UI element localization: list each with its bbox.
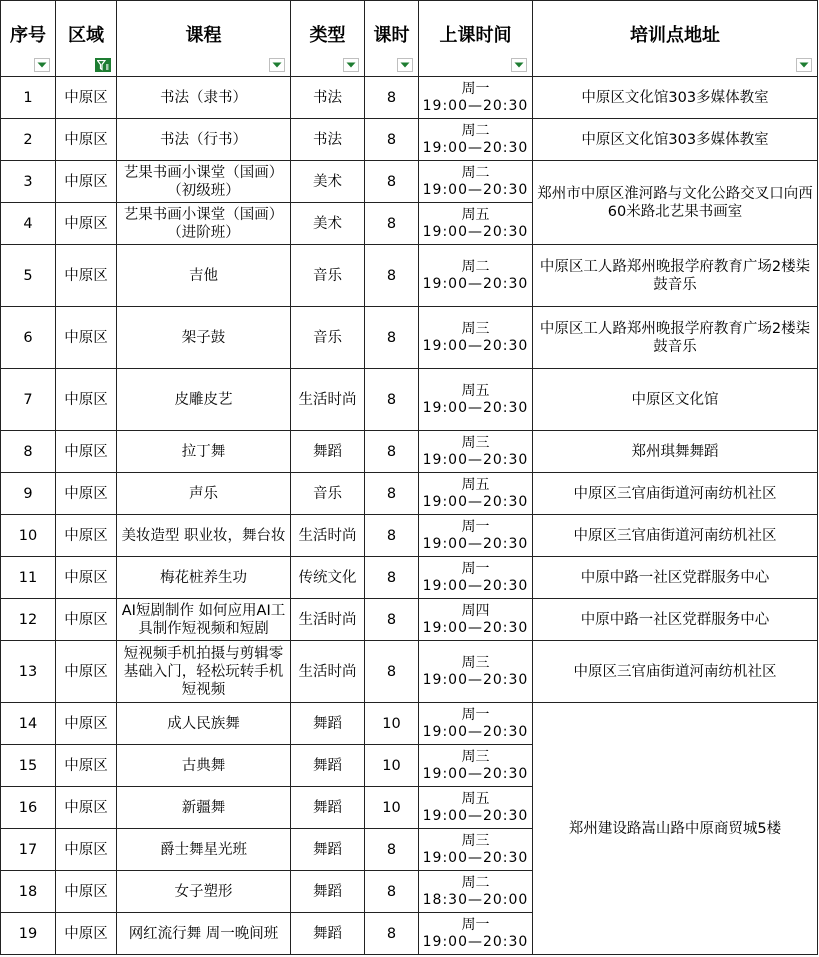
cell-time	[419, 369, 533, 431]
cell-course: 美妆造型 职业妆，舞台妆	[117, 515, 291, 557]
cell-address: 中原区工人路郑州晚报学府教育广场2楼柒鼓音乐	[533, 245, 818, 307]
cell-course: 爵士舞星光班	[117, 829, 291, 871]
dropdown-arrow-icon[interactable]	[343, 58, 359, 72]
cell-type: 生活时尚	[291, 369, 365, 431]
cell-course: AI短剧制作 如何应用AI工具制作短视频和短剧	[117, 599, 291, 641]
class-day: 周一	[461, 916, 490, 933]
cell-time	[419, 307, 533, 369]
dropdown-arrow-icon[interactable]	[269, 58, 285, 72]
cell-area: 中原区	[56, 599, 117, 641]
class-day: 周三	[461, 320, 490, 337]
cell-hours: 8	[365, 161, 419, 203]
col-header-no	[1, 1, 56, 77]
cell-course: 书法（行书）	[117, 119, 291, 161]
cell-area: 中原区	[56, 871, 117, 913]
header-label: 课程	[185, 25, 222, 46]
cell-type: 生活时尚	[291, 515, 365, 557]
cell-course: 皮雕皮艺	[117, 369, 291, 431]
cell-type: 音乐	[291, 473, 365, 515]
header-row	[1, 1, 818, 77]
cell-type: 音乐	[291, 307, 365, 369]
cell-address: 中原区工人路郑州晚报学府教育广场2楼柒鼓音乐	[533, 307, 818, 369]
cell-hours: 8	[365, 307, 419, 369]
cell-course: 网红流行舞 周一晚间班	[117, 913, 291, 955]
class-time: 19:00—20:30	[422, 765, 529, 782]
dropdown-arrow-icon[interactable]	[511, 58, 527, 72]
cell-type: 舞蹈	[291, 871, 365, 913]
cell-no: 12	[1, 599, 56, 641]
cell-course: 新疆舞	[117, 787, 291, 829]
col-header-time	[419, 1, 533, 77]
cell-hours: 10	[365, 787, 419, 829]
class-day: 周五	[461, 382, 490, 399]
cell-time	[419, 161, 533, 203]
cell-area: 中原区	[56, 787, 117, 829]
class-day: 周三	[461, 832, 490, 849]
cell-address: 中原中路一社区党群服务中心	[533, 557, 818, 599]
filter-active-icon[interactable]	[95, 58, 111, 72]
cell-hours: 8	[365, 913, 419, 955]
cell-no: 11	[1, 557, 56, 599]
cell-hours: 8	[365, 557, 419, 599]
cell-no: 6	[1, 307, 56, 369]
cell-area: 中原区	[56, 557, 117, 599]
cell-address: 中原中路一社区党群服务中心	[533, 599, 818, 641]
class-day: 周五	[461, 476, 490, 493]
cell-time	[419, 245, 533, 307]
table-row	[1, 245, 818, 307]
table-row	[1, 307, 818, 369]
cell-no: 8	[1, 431, 56, 473]
cell-course: 书法（隶书）	[117, 77, 291, 119]
cell-no: 5	[1, 245, 56, 307]
class-time: 19:00—20:30	[422, 807, 529, 824]
cell-course: 古典舞	[117, 745, 291, 787]
class-time: 19:00—20:30	[422, 671, 529, 688]
header-label: 区域	[68, 25, 104, 46]
cell-hours: 8	[365, 599, 419, 641]
cell-time	[419, 871, 533, 913]
cell-address: 郑州建设路嵩山路中原商贸城5楼	[533, 703, 818, 955]
class-time: 19:00—20:30	[422, 723, 529, 740]
table-row	[1, 703, 818, 745]
col-header-type	[291, 1, 365, 77]
cell-hours: 8	[365, 515, 419, 557]
cell-time	[419, 641, 533, 703]
table-row	[1, 599, 818, 641]
cell-no: 17	[1, 829, 56, 871]
cell-type: 书法	[291, 77, 365, 119]
table-row	[1, 473, 818, 515]
cell-course: 拉丁舞	[117, 431, 291, 473]
class-time: 19:00—20:30	[422, 275, 529, 292]
table-row	[1, 369, 818, 431]
class-time: 19:00—20:30	[422, 451, 529, 468]
cell-type: 音乐	[291, 245, 365, 307]
class-time: 19:00—20:30	[422, 577, 529, 594]
col-header-hours	[365, 1, 419, 77]
class-day: 周三	[461, 654, 490, 671]
cell-type: 舞蹈	[291, 787, 365, 829]
cell-course: 艺果书画小课堂（国画）（初级班）	[117, 161, 291, 203]
class-day: 周二	[461, 258, 490, 275]
cell-type: 舞蹈	[291, 745, 365, 787]
cell-hours: 8	[365, 203, 419, 245]
cell-no: 16	[1, 787, 56, 829]
cell-time	[419, 703, 533, 745]
cell-no: 13	[1, 641, 56, 703]
cell-no: 3	[1, 161, 56, 203]
cell-area: 中原区	[56, 641, 117, 703]
table-row	[1, 515, 818, 557]
cell-address: 中原区三官庙街道河南纺机社区	[533, 641, 818, 703]
cell-type: 生活时尚	[291, 599, 365, 641]
cell-no: 2	[1, 119, 56, 161]
cell-no: 7	[1, 369, 56, 431]
cell-address: 中原区文化馆303多媒体教室	[533, 119, 818, 161]
cell-area: 中原区	[56, 369, 117, 431]
table-row	[1, 557, 818, 599]
cell-course: 女子塑形	[117, 871, 291, 913]
cell-type: 生活时尚	[291, 641, 365, 703]
cell-area: 中原区	[56, 161, 117, 203]
cell-time	[419, 473, 533, 515]
cell-hours: 8	[365, 871, 419, 913]
class-day: 周一	[461, 560, 490, 577]
cell-time	[419, 119, 533, 161]
class-day: 周一	[461, 518, 490, 535]
table-row	[1, 641, 818, 703]
cell-area: 中原区	[56, 431, 117, 473]
cell-time	[419, 431, 533, 473]
cell-time	[419, 77, 533, 119]
cell-area: 中原区	[56, 745, 117, 787]
class-day: 周二	[461, 122, 490, 139]
cell-time	[419, 829, 533, 871]
cell-time	[419, 913, 533, 955]
cell-hours: 8	[365, 431, 419, 473]
cell-hours: 8	[365, 119, 419, 161]
cell-course: 吉他	[117, 245, 291, 307]
cell-course: 成人民族舞	[117, 703, 291, 745]
cell-course: 艺果书画小课堂（国画）（进阶班）	[117, 203, 291, 245]
cell-area: 中原区	[56, 203, 117, 245]
cell-no: 15	[1, 745, 56, 787]
cell-course: 声乐	[117, 473, 291, 515]
cell-type: 书法	[291, 119, 365, 161]
class-time: 18:30—20:00	[422, 891, 529, 908]
table-row	[1, 161, 818, 203]
cell-address: 中原区三官庙街道河南纺机社区	[533, 473, 818, 515]
cell-area: 中原区	[56, 307, 117, 369]
table-row	[1, 77, 818, 119]
class-time: 19:00—20:30	[422, 619, 529, 636]
class-day: 周二	[461, 164, 490, 181]
cell-address: 中原区三官庙街道河南纺机社区	[533, 515, 818, 557]
cell-address: 郑州琪舞舞蹈	[533, 431, 818, 473]
cell-time	[419, 787, 533, 829]
cell-no: 10	[1, 515, 56, 557]
cell-area: 中原区	[56, 119, 117, 161]
class-day: 周三	[461, 434, 490, 451]
cell-hours: 8	[365, 369, 419, 431]
header-label: 类型	[309, 25, 346, 46]
class-time: 19:00—20:30	[422, 97, 529, 114]
cell-course: 架子鼓	[117, 307, 291, 369]
cell-hours: 10	[365, 703, 419, 745]
cell-address: 郑州市中原区淮河路与文化公路交叉口向西60米路北艺果书画室	[533, 161, 818, 245]
table-row	[1, 431, 818, 473]
cell-address: 中原区文化馆	[533, 369, 818, 431]
cell-area: 中原区	[56, 515, 117, 557]
class-time: 19:00—20:30	[422, 399, 529, 416]
cell-time	[419, 203, 533, 245]
dropdown-arrow-icon[interactable]	[796, 58, 812, 72]
cell-no: 9	[1, 473, 56, 515]
cell-hours: 8	[365, 829, 419, 871]
class-day: 周一	[461, 706, 490, 723]
cell-hours: 8	[365, 245, 419, 307]
cell-no: 18	[1, 871, 56, 913]
header-label: 课时	[373, 25, 410, 46]
cell-area: 中原区	[56, 703, 117, 745]
cell-type: 舞蹈	[291, 431, 365, 473]
cell-area: 中原区	[56, 245, 117, 307]
class-day: 周四	[461, 602, 490, 619]
cell-course: 短视频手机拍摄与剪辑零基础入门，轻松玩转手机短视频	[117, 641, 291, 703]
class-time: 19:00—20:30	[422, 535, 529, 552]
cell-hours: 8	[365, 641, 419, 703]
cell-hours: 10	[365, 745, 419, 787]
cell-type: 舞蹈	[291, 829, 365, 871]
cell-course: 梅花桩养生功	[117, 557, 291, 599]
cell-hours: 8	[365, 473, 419, 515]
dropdown-arrow-icon[interactable]	[397, 58, 413, 72]
cell-no: 1	[1, 77, 56, 119]
class-day: 周一	[461, 80, 490, 97]
col-header-area	[56, 1, 117, 77]
cell-time	[419, 557, 533, 599]
cell-area: 中原区	[56, 829, 117, 871]
cell-address: 中原区文化馆303多媒体教室	[533, 77, 818, 119]
col-header-course	[117, 1, 291, 77]
cell-time	[419, 599, 533, 641]
cell-time	[419, 515, 533, 557]
cell-no: 14	[1, 703, 56, 745]
class-day: 周五	[461, 790, 490, 807]
cell-area: 中原区	[56, 473, 117, 515]
class-time: 19:00—20:30	[422, 139, 529, 156]
cell-area: 中原区	[56, 913, 117, 955]
cell-no: 4	[1, 203, 56, 245]
class-time: 19:00—20:30	[422, 337, 529, 354]
class-time: 19:00—20:30	[422, 493, 529, 510]
class-day: 周五	[461, 206, 490, 223]
cell-no: 19	[1, 913, 56, 955]
class-time: 19:00—20:30	[422, 849, 529, 866]
class-time: 19:00—20:30	[422, 933, 529, 950]
cell-hours: 8	[365, 77, 419, 119]
col-header-address	[533, 1, 818, 77]
cell-type: 舞蹈	[291, 703, 365, 745]
class-time: 19:00—20:30	[422, 181, 529, 198]
header-label: 序号	[10, 25, 46, 46]
cell-area: 中原区	[56, 77, 117, 119]
header-label: 培训点地址	[630, 25, 720, 46]
class-day: 周三	[461, 748, 490, 765]
table-row	[1, 119, 818, 161]
class-day: 周二	[461, 874, 490, 891]
cell-type: 美术	[291, 203, 365, 245]
cell-type: 美术	[291, 161, 365, 203]
cell-type: 传统文化	[291, 557, 365, 599]
header-label: 上课时间	[439, 25, 512, 46]
cell-time	[419, 745, 533, 787]
dropdown-arrow-icon[interactable]	[34, 58, 50, 72]
class-time: 19:00—20:30	[422, 223, 529, 240]
cell-type: 舞蹈	[291, 913, 365, 955]
